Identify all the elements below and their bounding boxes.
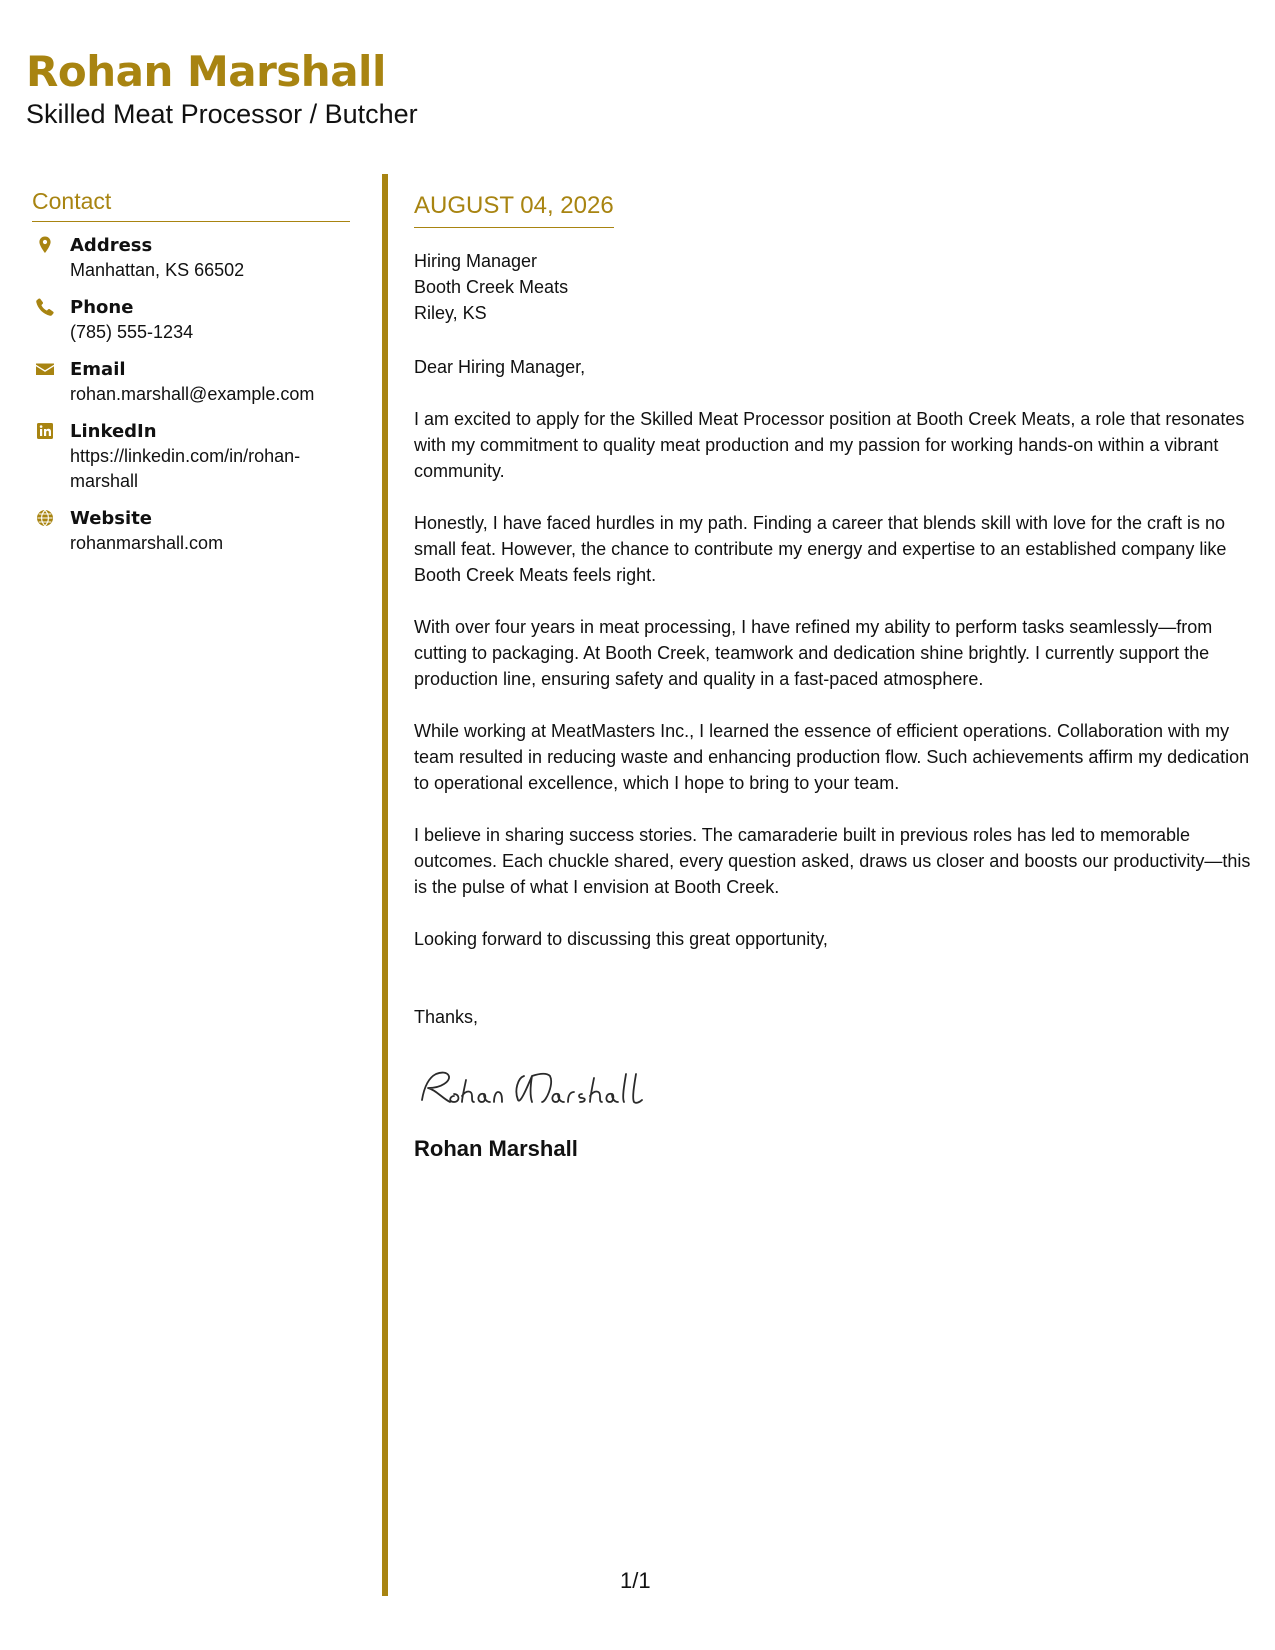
linkedin-link[interactable]: https://linkedin.com/in/rohan-marshall [70, 445, 301, 491]
contact-heading: Contact [32, 188, 350, 222]
contact-sidebar [32, 188, 350, 569]
contact-label: Email [70, 358, 126, 380]
recipient-line: Hiring Manager [414, 250, 538, 271]
contact-label: LinkedIn [70, 420, 157, 442]
signed-name: Rohan Marshall [414, 1135, 578, 1161]
letter-paragraph: I am excited to apply for the Skilled Meat Processor position at Booth Creek Meats, a role that resonates with my commitment to quality meat production and my passion for working hands-on within a vibrant community. [414, 408, 1245, 481]
letter-paragraph: While working at MeatMasters Inc., I learned the essence of efficient operations. Collaboration with my team resulted in reducing waste and enhancing production flow. Such achievements affirm my dedication to operational excellence, which I hope to bring to your team. [414, 720, 1250, 793]
contact-item-website [32, 507, 350, 556]
applicant-name: Rohan Marshall [26, 47, 386, 96]
page-number: 1/1 [620, 1568, 651, 1593]
contact-value: (785) 555-1234 [70, 321, 194, 342]
recipient-block [414, 248, 1254, 326]
letter-date: AUGUST 04, 2026 [414, 192, 614, 228]
salutation: Dear Hiring Manager, [414, 356, 586, 377]
handwritten-signature [414, 1060, 674, 1112]
website-link[interactable]: rohanmarshall.com [70, 532, 224, 553]
recipient-line: Booth Creek Meats [414, 276, 569, 297]
sign-off: Thanks, [414, 1006, 479, 1027]
contact-value: rohan.marshall@example.com [70, 383, 315, 404]
letter-paragraph: I believe in sharing success stories. The camaraderie built in previous roles has led to memorable outcomes. Each chuckle shared, every question asked, draws us closer and boosts our productivity—this is the pulse of what I envision at Booth Creek. [414, 824, 1251, 897]
phone-icon [35, 297, 55, 317]
letter-body [414, 192, 1254, 1162]
map-pin-icon [35, 235, 55, 255]
linkedin-icon [35, 421, 55, 441]
signature-image [414, 1060, 674, 1112]
contact-label: Phone [70, 296, 134, 318]
letter-paragraph: With over four years in meat processing, I have refined my ability to perform tasks seamlessly—from cutting to packaging. At Booth Creek, teamwork and dedication shine brightly. I currently support the production line, ensuring safety and quality in a fast-paced atmosphere. [414, 616, 1213, 689]
vertical-divider [382, 174, 388, 1596]
contact-label: Website [70, 507, 153, 529]
globe-icon [35, 508, 55, 528]
recipient-line: Riley, KS [414, 302, 487, 323]
contact-item-phone [32, 296, 350, 345]
contact-item-email [32, 358, 350, 407]
contact-label: Address [70, 234, 153, 256]
contact-list [32, 234, 350, 556]
contact-value: Manhattan, KS 66502 [70, 259, 245, 280]
closing-line: Looking forward to discussing this great opportunity, [414, 928, 828, 949]
contact-item-address [32, 234, 350, 283]
header [26, 48, 418, 131]
letter-paragraph: Honestly, I have faced hurdles in my path. Finding a career that blends skill with love for the craft is no small feat. However, the chance to contribute my energy and expertise to an established company like Booth Creek Meats feels right. [414, 512, 1227, 585]
job-title: Skilled Meat Processor / Butcher [26, 99, 418, 130]
envelope-icon [35, 359, 55, 379]
contact-item-linkedin [32, 420, 350, 494]
